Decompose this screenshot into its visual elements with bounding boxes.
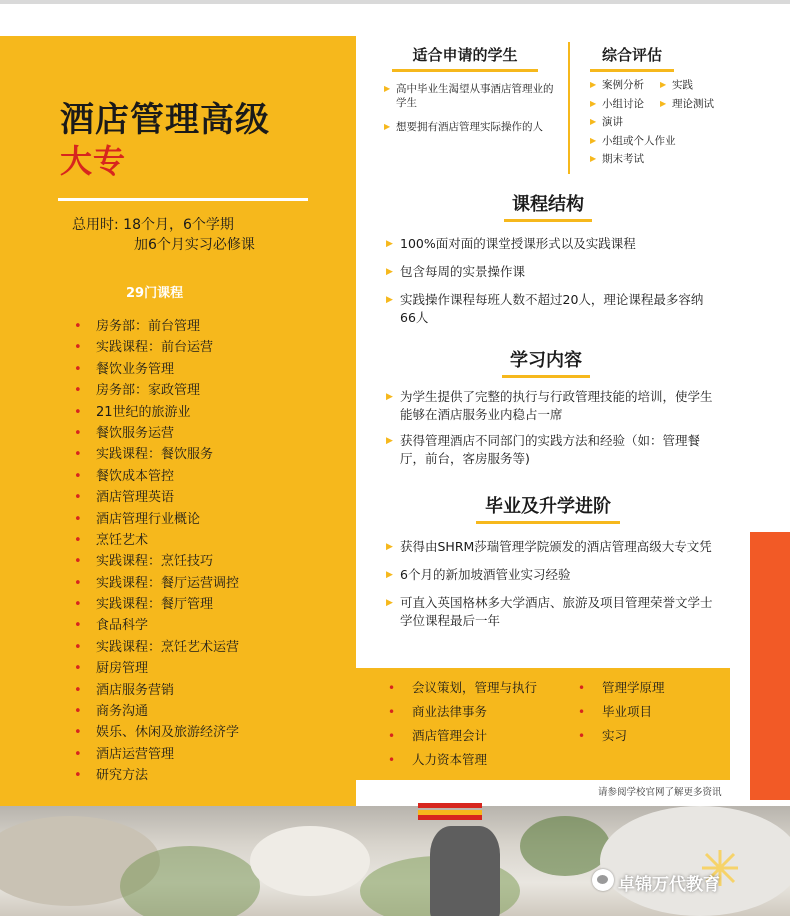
bullet-dot-icon: • [74,468,82,484]
extra-course-text: 实习 [602,728,628,743]
structure-list [386,235,716,327]
course-label: 商务沟通 [96,704,149,720]
triangle-bullet-icon: ▶ [386,295,393,305]
eligible-heading [392,44,538,72]
structure-text: 包含每周的实景操作课 [400,264,526,279]
triangle-bullet-icon: ▶ [386,267,393,277]
course-item [74,402,239,423]
assessment-item [660,95,714,114]
eligible-text: 高中毕业生渴望从事酒店管理业的学生 [396,83,554,109]
assessment-text: 小组或个人作业 [602,134,676,147]
bullet-dot-icon: • [578,705,586,719]
structure-text: 100%面对面的课堂授课形式以及实践课程 [400,236,636,251]
course-label: 实践课程：餐饮服务 [96,447,214,463]
extra-course-item [578,700,665,724]
graduation-text: 获得由SHRM莎瑞管理学院颁发的酒店管理高级大专文凭 [400,539,712,554]
course-label: 餐饮成本管控 [96,468,175,484]
eligible-list [384,82,554,144]
course-label: 酒店管理英语 [96,490,175,506]
course-item [74,594,239,615]
extra-courses-col-1 [388,676,537,772]
heading-underline [476,521,620,524]
triangle-bullet-icon: ▶ [590,135,597,145]
course-item [74,722,239,743]
bullet-dot-icon: • [74,447,82,463]
bullet-dot-icon: • [74,725,82,741]
course-label: 房务部：家政管理 [96,383,201,399]
photo-detail [430,826,500,916]
graduation-heading [476,492,620,524]
column-divider [568,42,570,174]
bullet-dot-icon: • [388,753,396,767]
bullet-dot-icon: • [74,746,82,762]
extra-course-text: 毕业项目 [602,704,653,719]
course-label: 烹饪艺术 [96,532,149,548]
wechat-icon [592,869,614,891]
graduation-list [386,538,716,630]
course-item [74,466,239,487]
bullet-dot-icon: • [74,661,82,677]
structure-heading [504,190,592,222]
course-label: 房务部：前台管理 [96,319,201,334]
content-heading [502,346,590,378]
extra-course-item [388,676,537,700]
heading-underline [392,69,538,72]
course-label: 酒店服务营销 [96,682,175,698]
watermark-text: 卓锦万代教育 [618,875,720,895]
course-item [74,701,239,722]
bullet-dot-icon: • [388,705,396,719]
course-label: 实践课程：前台运营 [96,340,214,356]
bullet-dot-icon: • [74,575,82,591]
bullet-dot-icon: • [74,319,82,334]
graduation-heading-text: 毕业及升学进阶 [485,496,611,517]
bullet-dot-icon: • [578,729,586,743]
extra-course-text: 人力资本管理 [412,752,488,767]
program-title: 酒店管理高级 [60,100,270,140]
course-item [74,637,239,658]
triangle-bullet-icon: ▶ [386,392,393,402]
course-list [74,316,239,787]
graduation-text: 6个月的新加坡酒管业实习经验 [400,567,571,582]
triangle-bullet-icon: ▶ [386,598,393,608]
extra-course-text: 管理学原理 [602,680,665,695]
course-label: 酒店运营管理 [96,746,175,762]
triangle-bullet-icon: ▶ [386,239,393,249]
course-label: 21世纪的旅游业 [96,404,191,420]
bullet-dot-icon: • [74,490,82,506]
course-label: 酒店管理行业概论 [96,511,201,527]
course-label: 厨房管理 [96,661,149,677]
course-item [74,615,239,636]
bullet-dot-icon: • [74,532,82,548]
bullet-dot-icon: • [74,682,82,698]
triangle-bullet-icon: ▶ [590,117,597,126]
assessment-item [660,76,714,95]
assessment-heading-text: 综合评估 [601,46,662,64]
content-list [386,388,716,468]
course-item [74,680,239,701]
assessment-item [590,150,676,169]
assessment-heading [590,44,674,72]
course-label: 实践课程：烹饪技巧 [96,554,214,570]
course-item [74,744,239,765]
eligible-text: 想要拥有酒店管理实际操作的人 [396,121,543,133]
course-label: 研究方法 [96,768,149,784]
triangle-bullet-icon: ▶ [590,98,597,108]
extra-course-text: 商业法律事务 [412,704,488,719]
structure-heading-text: 课程结构 [512,194,584,215]
bullet-dot-icon: • [74,554,82,570]
course-label: 实践课程：餐厅管理 [96,597,214,613]
structure-item [386,291,716,327]
assessment-text: 演讲 [602,116,623,128]
footnote: 请参阅学校官网了解更多资讯 [598,787,722,798]
structure-text: 实践操作课程每班人数不超过20人，理论课程最多容纳66人 [400,292,704,325]
triangle-bullet-icon: ▶ [660,80,667,89]
graduation-text: 可直入英国格林多大学酒店、旅游及项目管理荣誉文学士学位课程最后一年 [400,595,713,628]
course-label: 实践课程：烹饪艺术运营 [96,639,240,655]
extra-course-item [388,700,537,724]
flag-stripe [418,815,482,820]
bullet-dot-icon: • [74,597,82,613]
extra-course-item [388,748,537,772]
extra-courses-col-2 [578,676,665,748]
bullet-dot-icon: • [388,729,396,743]
assessment-text: 期末考试 [602,153,644,165]
course-item [74,337,239,358]
content-item [386,432,716,468]
bullet-dot-icon: • [74,511,82,527]
extra-course-text: 会议策划，管理与执行 [412,680,538,695]
duration-line-1: 总用时: 18个月，6个学期 [72,217,234,233]
course-label: 餐饮业务管理 [96,361,175,377]
heading-underline [590,69,674,72]
bullet-dot-icon: • [74,383,82,399]
assessment-item [590,132,676,151]
content-text: 为学生提供了完整的执行与行政管理技能的培训，使学生能够在酒店服务业内稳占一席 [400,389,713,422]
triangle-bullet-icon: ▶ [660,98,667,108]
course-item [74,380,239,401]
photo-detail [600,806,790,916]
extra-course-item [578,676,665,700]
photo-detail [120,846,260,916]
graduation-item [386,566,716,584]
course-item [74,423,239,444]
course-item [74,487,239,508]
course-item [74,509,239,530]
course-item [74,573,239,594]
course-item [74,530,239,551]
assessment-text: 小组讨论 [602,97,644,110]
triangle-bullet-icon: ▶ [386,436,393,446]
heading-underline [502,375,590,378]
bullet-dot-icon: • [74,361,82,377]
bullet-dot-icon: • [74,639,82,655]
course-item [74,444,239,465]
orange-accent-bar [750,532,790,800]
triangle-bullet-icon: ▶ [590,154,597,163]
photo-detail [250,826,370,896]
graduation-item [386,538,716,556]
extra-course-item [388,724,537,748]
heading-underline [504,219,592,222]
structure-item [386,235,716,253]
duration-block [72,215,255,255]
bullet-dot-icon: • [74,618,82,634]
course-item [74,658,239,679]
content-text: 获得管理酒店不同部门的实践方法和经验（如：管理餐厅，前台，客房服务等) [400,433,701,466]
bullet-dot-icon: • [388,681,396,695]
course-label: 实践课程：餐厅运营调控 [96,575,240,591]
bullet-dot-icon: • [578,681,586,695]
eligible-item [384,82,554,110]
bullet-dot-icon: • [74,340,82,356]
bullet-dot-icon: • [74,425,82,441]
content-item [386,388,716,424]
course-count: 29门课程 [126,286,184,301]
bullet-dot-icon: • [74,704,82,720]
structure-item [386,263,716,281]
extra-course-text: 酒店管理会计 [412,728,488,743]
course-item [74,551,239,572]
eligible-heading-text: 适合申请的学生 [412,46,518,64]
graduation-item [386,594,716,630]
triangle-bullet-icon: ▶ [386,542,393,552]
bullet-dot-icon: • [74,404,82,420]
photo-detail [520,816,610,876]
eligible-item [384,120,554,134]
course-item [74,359,239,380]
content-heading-text: 学习内容 [510,350,582,371]
assessment-text: 案例分析 [602,79,644,91]
course-label: 餐饮服务运营 [96,425,175,441]
course-label: 食品科学 [96,618,149,634]
course-item [74,765,239,786]
title-divider [58,198,308,201]
bullet-dot-icon: • [74,768,82,784]
triangle-bullet-icon: ▶ [384,84,391,93]
triangle-bullet-icon: ▶ [384,122,391,131]
assessment-item [590,113,676,132]
assessment-list-2 [660,76,714,113]
top-rule [0,0,790,4]
flag-stripe [418,803,482,808]
program-subtitle: 大专 [60,142,127,180]
triangle-bullet-icon: ▶ [590,80,597,89]
banquet-photo [0,806,790,916]
triangle-bullet-icon: ▶ [386,570,393,580]
extra-courses-box [356,668,730,780]
course-item [74,316,239,337]
duration-line-2: 加6个月实习必修课 [134,237,255,253]
assessment-text: 理论测试 [672,97,714,110]
extra-course-item [578,724,665,748]
course-label: 娱乐、休闲及旅游经济学 [96,725,240,741]
assessment-text: 实践 [672,79,693,91]
